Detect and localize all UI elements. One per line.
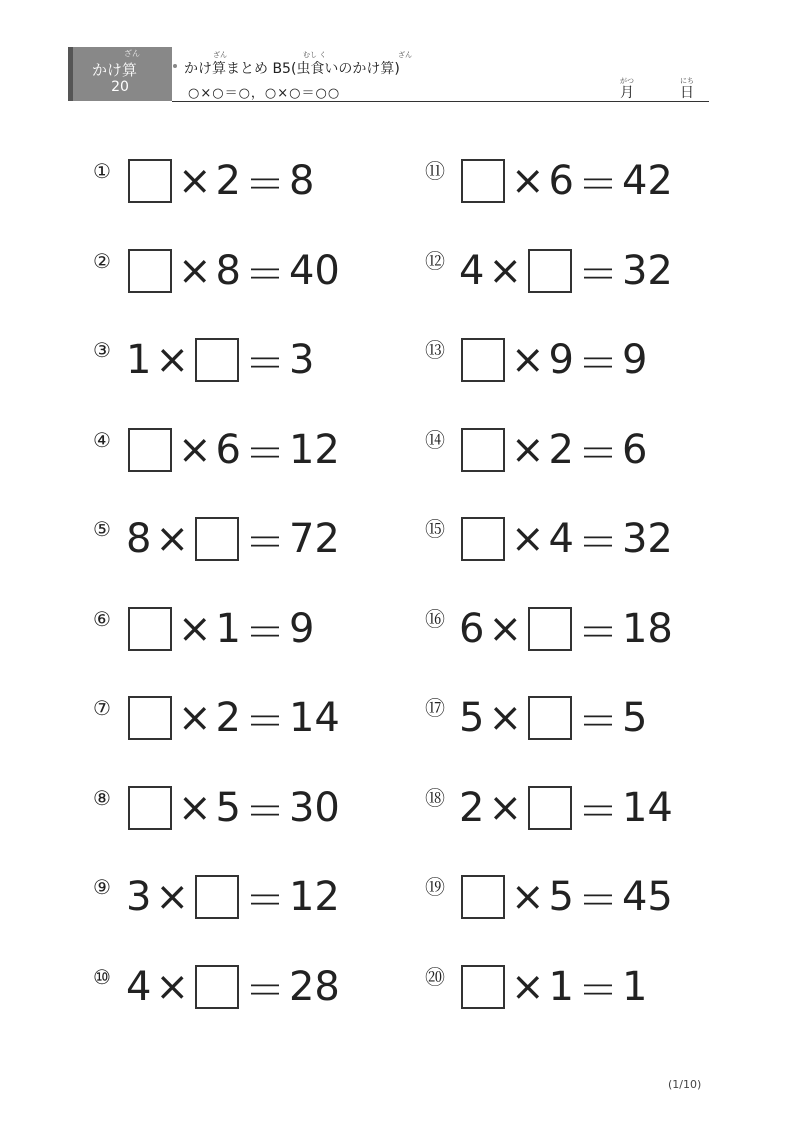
- answer-box[interactable]: [528, 786, 572, 830]
- answer-box[interactable]: [128, 696, 172, 740]
- number: 6: [459, 606, 485, 652]
- number: 18: [621, 606, 673, 652]
- equals-sign: ＝: [577, 877, 618, 924]
- equals-sign: ＝: [244, 161, 285, 208]
- answer-box[interactable]: [128, 607, 172, 651]
- month-ruby: がつ: [620, 77, 634, 85]
- equals-sign: ＝: [244, 609, 285, 656]
- number: 1: [215, 606, 241, 652]
- title-ruby-3: ざん: [398, 51, 412, 59]
- times-sign: ×: [488, 785, 522, 831]
- problem-number: ⑱: [425, 786, 445, 810]
- number: 2: [548, 427, 574, 473]
- equals-sign: ＝: [244, 340, 285, 387]
- problem-number: ⑯: [425, 607, 445, 631]
- answer-box[interactable]: [461, 338, 505, 382]
- times-sign: ×: [511, 427, 545, 473]
- worksheet-title: かけ算まとめ B5(虫食いのかけ算): [184, 61, 400, 77]
- number: 1: [548, 964, 574, 1010]
- problem-number: ⑰: [425, 696, 445, 720]
- number: 8: [215, 248, 241, 294]
- day-label: 日: [680, 85, 694, 101]
- equation: [459, 245, 673, 297]
- title-ruby-2: むし く: [303, 51, 327, 59]
- number: 8: [126, 516, 152, 562]
- equals-sign: ＝: [244, 519, 285, 566]
- number: 5: [621, 695, 648, 741]
- problem-number: ①: [93, 159, 111, 183]
- problem-number: ⑩: [93, 965, 111, 989]
- number: 2: [215, 695, 241, 741]
- problem-number: ⑤: [93, 517, 111, 541]
- number: 2: [459, 785, 485, 831]
- number: 14: [621, 785, 673, 831]
- equation: [459, 692, 647, 744]
- equation: [126, 155, 314, 207]
- number: 30: [288, 785, 340, 831]
- equation: [126, 782, 340, 834]
- equation: [126, 603, 314, 655]
- number: 8: [288, 158, 315, 204]
- equation: [126, 961, 340, 1013]
- number: 3: [126, 874, 152, 920]
- problem-number: ⑫: [425, 249, 445, 273]
- times-sign: ×: [178, 427, 212, 473]
- header-rule: [172, 101, 709, 102]
- category-label: かけ算: [92, 61, 138, 79]
- problem-number: ⑬: [425, 338, 445, 362]
- number: 72: [288, 516, 340, 562]
- equation: [459, 513, 673, 565]
- answer-box[interactable]: [195, 338, 239, 382]
- answer-box[interactable]: [128, 428, 172, 472]
- worksheet-subtitle: ○×○＝○，○×○＝○○: [188, 86, 341, 101]
- times-sign: ×: [511, 516, 545, 562]
- answer-box[interactable]: [528, 696, 572, 740]
- times-sign: ×: [178, 248, 212, 294]
- problem-number: ⑧: [93, 786, 111, 810]
- answer-box[interactable]: [528, 607, 572, 651]
- tag-edge: [68, 47, 73, 101]
- equation: [459, 871, 673, 923]
- page-indicator: (1/10): [668, 1078, 702, 1091]
- header-dot: [173, 64, 177, 68]
- number: 9: [548, 337, 574, 383]
- number: 4: [126, 964, 152, 1010]
- equals-sign: ＝: [577, 251, 618, 298]
- number: 6: [215, 427, 241, 473]
- equals-sign: ＝: [577, 788, 618, 835]
- times-sign: ×: [511, 874, 545, 920]
- sheet-number: 20: [111, 79, 129, 95]
- number: 5: [215, 785, 241, 831]
- number: 3: [288, 337, 315, 383]
- equals-sign: ＝: [244, 430, 285, 477]
- times-sign: ×: [178, 785, 212, 831]
- equals-sign: ＝: [577, 519, 618, 566]
- problem-number: ⑲: [425, 875, 445, 899]
- number: 4: [459, 248, 485, 294]
- times-sign: ×: [178, 695, 212, 741]
- equation: [459, 603, 673, 655]
- answer-box[interactable]: [461, 428, 505, 472]
- answer-box[interactable]: [128, 159, 172, 203]
- times-sign: ×: [488, 695, 522, 741]
- problem-number: ③: [93, 338, 111, 362]
- problem-number: ④: [93, 428, 111, 452]
- equals-sign: ＝: [577, 967, 618, 1014]
- number: 9: [288, 606, 315, 652]
- title-ruby-1: ざん: [213, 51, 227, 59]
- equation: [459, 334, 647, 386]
- equals-sign: ＝: [577, 609, 618, 656]
- problem-number: ⑳: [425, 965, 445, 989]
- times-sign: ×: [511, 964, 545, 1010]
- answer-box[interactable]: [128, 249, 172, 293]
- number: 5: [459, 695, 485, 741]
- equals-sign: ＝: [577, 698, 618, 745]
- number: 5: [548, 874, 574, 920]
- day-ruby: にち: [680, 77, 694, 85]
- equation: [126, 513, 340, 565]
- number: 6: [548, 158, 574, 204]
- problem-number: ⑥: [93, 607, 111, 631]
- times-sign: ×: [178, 606, 212, 652]
- problem-number: ⑨: [93, 875, 111, 899]
- times-sign: ×: [488, 606, 522, 652]
- number: 1: [621, 964, 648, 1010]
- times-sign: ×: [155, 337, 189, 383]
- answer-box[interactable]: [128, 786, 172, 830]
- category-ruby: ざん: [124, 49, 140, 58]
- times-sign: ×: [178, 158, 212, 204]
- equals-sign: ＝: [577, 161, 618, 208]
- number: 6: [621, 427, 648, 473]
- number: 12: [288, 427, 340, 473]
- answer-box[interactable]: [461, 965, 505, 1009]
- equals-sign: ＝: [244, 788, 285, 835]
- equals-sign: ＝: [244, 877, 285, 924]
- equation: [126, 871, 340, 923]
- equation: [459, 961, 647, 1013]
- problem-number: ⑦: [93, 696, 111, 720]
- answer-box[interactable]: [461, 159, 505, 203]
- number: 1: [126, 337, 152, 383]
- number: 40: [288, 248, 340, 294]
- number: 12: [288, 874, 340, 920]
- equation: [126, 245, 340, 297]
- number: 2: [215, 158, 241, 204]
- equals-sign: ＝: [244, 698, 285, 745]
- equation: [459, 155, 673, 207]
- equation: [459, 782, 673, 834]
- equals-sign: ＝: [577, 340, 618, 387]
- number: 32: [621, 516, 673, 562]
- answer-box[interactable]: [195, 517, 239, 561]
- problem-number: ⑭: [425, 428, 445, 452]
- answer-box[interactable]: [528, 249, 572, 293]
- equals-sign: ＝: [577, 430, 618, 477]
- times-sign: ×: [155, 516, 189, 562]
- answer-box[interactable]: [195, 875, 239, 919]
- times-sign: ×: [488, 248, 522, 294]
- number: 28: [288, 964, 340, 1010]
- times-sign: ×: [511, 337, 545, 383]
- equation: [126, 424, 340, 476]
- problem-number: ⑪: [425, 159, 445, 183]
- answer-box[interactable]: [195, 965, 239, 1009]
- month-label: 月: [620, 85, 634, 101]
- category-tag: [68, 47, 172, 101]
- times-sign: ×: [511, 158, 545, 204]
- answer-box[interactable]: [461, 875, 505, 919]
- problem-number: ⑮: [425, 517, 445, 541]
- number: 42: [621, 158, 673, 204]
- equation: [126, 692, 340, 744]
- number: 45: [621, 874, 673, 920]
- equation: [126, 334, 314, 386]
- problem-number: ②: [93, 249, 111, 273]
- answer-box[interactable]: [461, 517, 505, 561]
- equation: [459, 424, 647, 476]
- number: 4: [548, 516, 574, 562]
- times-sign: ×: [155, 964, 189, 1010]
- number: 9: [621, 337, 648, 383]
- number: 14: [288, 695, 340, 741]
- times-sign: ×: [155, 874, 189, 920]
- equals-sign: ＝: [244, 967, 285, 1014]
- equals-sign: ＝: [244, 251, 285, 298]
- number: 32: [621, 248, 673, 294]
